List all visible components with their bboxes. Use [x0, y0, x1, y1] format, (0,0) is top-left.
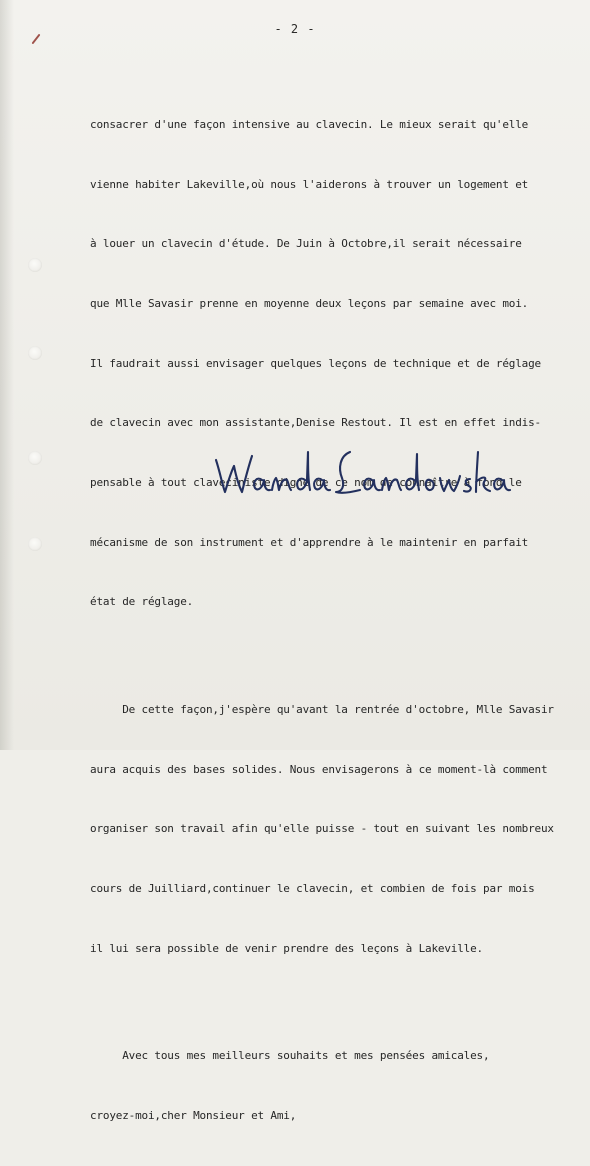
- page-number: - 2 -: [274, 22, 316, 36]
- paragraph-1-line: état de réglage.: [90, 595, 194, 609]
- punch-hole: [28, 346, 42, 360]
- paragraph-gap: [90, 652, 575, 660]
- paragraph-1-line: Il faudrait aussi envisager quelques leçons de technique et de réglage: [90, 356, 541, 370]
- paragraph-2-line: organiser son travail afin qu'elle puisse - tout en suivant les nombreux: [90, 822, 554, 836]
- paragraph-1-line: à louer un clavecin d'étude. De Juin à Octobre,il serait nécessaire: [90, 237, 522, 251]
- paragraph-1-line: pensable à tout claveciniste digne de ce nom de connaître à fond le: [90, 476, 522, 490]
- paragraph-1-line: vienne habiter Lakeville,où nous l'aiderons à trouver un logement et: [90, 177, 529, 191]
- letter-body: [90, 75, 575, 1166]
- paragraph-1-line: de clavecin avec mon assistante,Denise Restout. Il est en effet indis-: [90, 416, 541, 430]
- punch-hole: [28, 451, 42, 465]
- punch-hole: [28, 537, 42, 551]
- punch-hole: [28, 258, 42, 272]
- paragraph-2-line: cours de Juilliard,continuer le clavecin, et combien de fois par mois: [90, 882, 535, 896]
- closing-line: Avec tous mes meilleurs souhaits et mes pensées amicales,: [90, 1049, 490, 1063]
- paragraph-1-line: que Mlle Savasir prenne en moyenne deux leçons par semaine avec moi.: [90, 296, 529, 310]
- handwritten-signature: [212, 446, 512, 506]
- page-edge-shadow: [0, 0, 14, 750]
- paragraph-2-line: aura acquis des bases solides. Nous envisagerons à ce moment-là comment: [90, 762, 548, 776]
- paragraph-2-line: il lui sera possible de venir prendre des leçons à Lakeville.: [90, 941, 483, 955]
- paragraph-1-line: mécanisme de son instrument et d'apprendre à le maintenir en parfait: [90, 535, 529, 549]
- paragraph-2-line: De cette façon,j'espère qu'avant la rentrée d'octobre, Mlle Savasir: [90, 702, 554, 716]
- signature-drawing: [212, 446, 512, 506]
- paragraph-gap: [90, 998, 575, 1006]
- closing-line: croyez-moi,cher Monsieur et Ami,: [90, 1108, 297, 1122]
- paragraph-1-line: consacrer d'une façon intensive au clavecin. Le mieux serait qu'elle: [90, 117, 529, 131]
